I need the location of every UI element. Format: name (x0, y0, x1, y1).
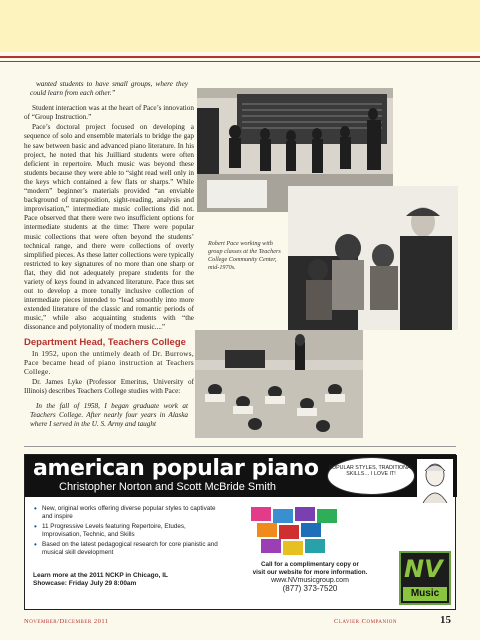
nv-music-logo (399, 551, 451, 605)
page-number: 15 (440, 614, 451, 626)
photo-group-class (195, 330, 363, 438)
section-divider (24, 446, 456, 447)
ad-header (25, 455, 457, 497)
ad-phone: (877) 373-7520 (282, 584, 338, 593)
top-band (0, 0, 480, 52)
header-rule-thin (0, 61, 480, 62)
composer-illustration-icon (417, 459, 453, 503)
logo-music-text: Music (403, 587, 447, 601)
feature-item: • 11 Progressive Levels featuring Repertoire, Etudes, Improvisation, Technic, and Skills (33, 523, 218, 538)
feature-list (33, 505, 218, 560)
showcase-line: Showcase: Friday July 29 8:00am (33, 580, 137, 587)
header-rule (0, 56, 480, 58)
photo-pace-with-children (288, 186, 458, 330)
intro-quote: wanted students to have small groups, where they could learn from each other.” (30, 80, 188, 98)
cta-line: visit our website for more information. (252, 569, 368, 576)
section-heading: Department Head, Teachers College (24, 336, 186, 348)
paragraph: Dr. James Lyke (Professor Emeritus, University of Illinois) describes Teachers College studies with Pace: (24, 377, 194, 395)
ad-call-to-action (235, 561, 385, 593)
closing-quote: In the fall of 1958, I began graduate work at Teachers College. After nearly four years in Alaska where I served in the U. S. Army and taught (30, 402, 188, 429)
photo-caption: Robert Pace working with group classes at the Teachers College Community Center, mid-1970s. (208, 240, 281, 271)
footer-date: November/December 2011 (24, 618, 109, 625)
article-text-column (24, 80, 194, 430)
footer-publication: Clavier Companion (334, 618, 397, 625)
cta-line: Call for a complimentary copy or (261, 561, 359, 568)
ad-website-link[interactable]: www.NVmusicgroup.com (271, 577, 349, 584)
ad-authors: Christopher Norton and Scott McBride Smith (59, 481, 277, 493)
logo-nv-text: NV (404, 555, 443, 583)
paragraph: Student interaction was at the heart of Pace’s innovation of “Group Instruction.” (24, 104, 194, 122)
learn-more-line: Learn more at the 2011 NCKP in Chicago, IL (33, 572, 168, 579)
book-covers-icon (251, 507, 337, 555)
ad-title: american popular piano (33, 456, 319, 481)
feature-item: • New, original works offering diverse popular styles to captivate and inspire (33, 505, 218, 520)
advertisement (24, 454, 456, 610)
paragraph: In 1952, upon the untimely death of Dr. Burrows, Pace became head of piano instruction at Teachers College. (24, 349, 194, 376)
ad-learn-more (33, 572, 233, 588)
speech-bubble: POPULAR STYLES, TRADITIONAL SKILLS… I LOVE IT! (327, 457, 415, 495)
paragraph: Pace’s doctoral project focused on developing a sequence of solo and ensemble materials to bridge the gap he saw between basic and advanced piano literature. In his project, he noted that his Juilliard students were often deficient in repertoire. Much music was beyond these students because they were able to “sight read well only in the keys which contained a few flats or sharps.” While “modern” beginner’s materials provided “an enviable background of transposition, sight-reading, analysis and improvisation,” intermediate music collections did not. Pace observed that there were two insufficient options for intermediate students at the time: There were popular music collections that were often beyond the students’ technical range, and there were collections of overly simplified pieces. As these latter collections were typically restricted to key signatures of no more than one sharp or flat, they did not adequately prepare students for the variety of keys found in advanced literature. Pace thus set out to develop a more tonally inclusive collection of intermediate pieces intended to “lead smoothly into more extended literature of the classic and romantic periods of music,” while also acquainting students with “the dissonance and polytonality of modern music....” (24, 123, 194, 332)
feature-item: • Based on the latest pedagogical research for core pianistic and musical skill development (33, 541, 218, 556)
